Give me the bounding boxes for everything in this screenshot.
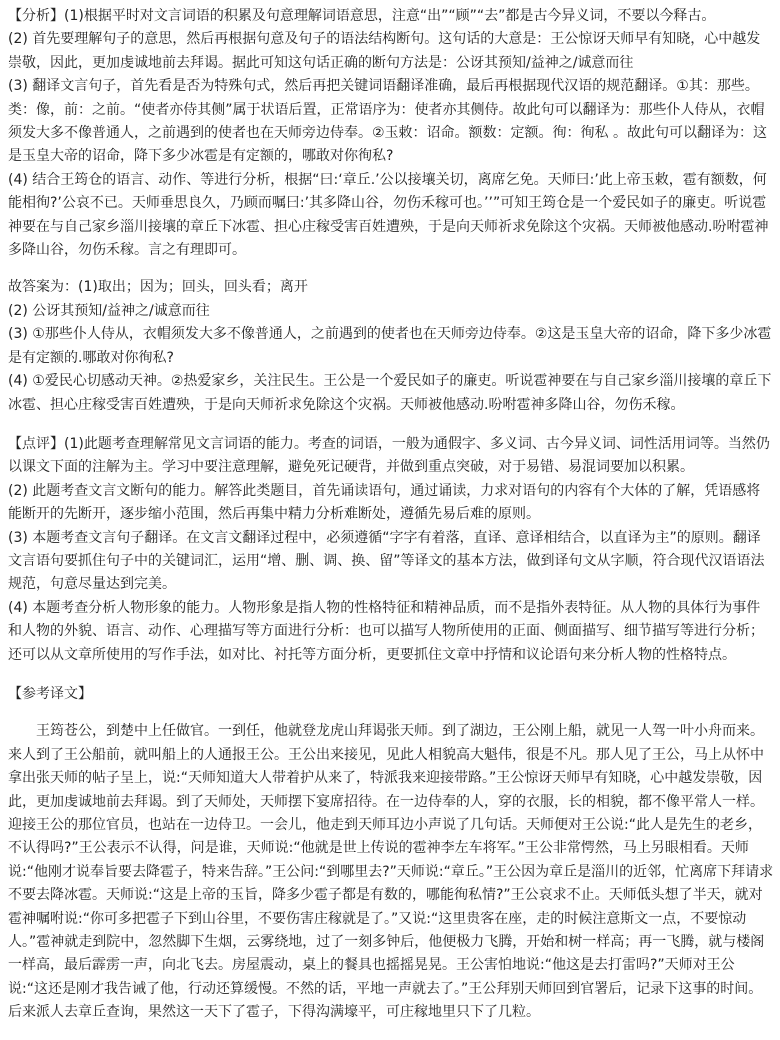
analysis-p4: (4) 结合王筠仓的语言、动作、等进行分析，根据“曰:‘章丘.’公以接壤关切，离席乞免。天师曰:’此上帝玉敕，雹有额数，何能相徇?’公哀不已。天师垂思良久，乃顾而嘱曰:’其多降山谷，勿伤禾稼可也。’’”可知王筠仓是一个爱民如子的廉吏。听说雹神要在与自己家乡淄川接壤的章丘下冰雹、担心庄稼受害百姓遭殃，于是向天师祈求免除这个灾祸。天师被他感动.吩咐雹神多降山谷，勿伤禾稼。言之有理即可。 <box>8 171 769 259</box>
analysis-section <box>8 5 774 262</box>
translation-header: 【参考译文】 <box>8 685 92 702</box>
spacer <box>8 706 774 720</box>
comment-4: (4) 本题考查分析人物形象的能力。人物形象是指人物的性格特征和精神品质，而不是指外表特征。从人物的具体行为事件和人物的外貌、语言、动作、心理描写等方面进行分析：也可以描写人物所使用的正面、侧面描写、细节描写等进行分析；还可以从文章所使用的写作手法，如对比、衬托等方面分析，更要抓住文章中抒情和议论语句来分析人物的性格特点。 <box>8 599 764 663</box>
analysis-p3: (3) 翻译文言句子，首先看是否为特殊句式，然后再把关键词语翻译准确，最后再根据现代汉语的规范翻译。①其：那些。类：像，前：之前。“使者亦侍其侧”属于状语后置，正常语序为：使者亦其侧侍。故此句可以翻译为：那些仆人侍从，衣帽须发大多不像普通人，之前遇到的使者也在天师旁边侍奉。②玉敕：诏命。额数：定额。徇：徇私 。故此句可以翻译为：这是玉皇大帝的诏命，降下多少冰雹是有定额的，哪敢对你徇私? <box>8 78 767 165</box>
answer-1: 故答案为：(1)取出；因为；回头，回头看；离开 <box>8 279 308 296</box>
translation-body: 王筠苍公，到楚中上任做官。一到任，他就登龙虎山拜谒张天师。到了湖边，王公刚上船，就见一人驾一叶小舟而来。来人到了王公船前，就叫船上的人通报王公。王公出来接见，见此人相貌高大魁伟，很是不凡。那人见了王公，马上从怀中拿出张天师的帖子呈上，说:“天师知道大人带着护从来了，特派我来迎接带路。”王公惊讶天师早有知晓，心中越发崇敬，因此，更加虔诚地前去拜谒。到了天师处，天师摆下宴席招待。在一边侍奉的人，穿的衣服，长的相貌，都不像平常人一样。迎接王公的那位官员，也站在一边侍卫。一会儿，他走到天师耳边小声说了几句话。天师便对王公说:“此人是先生的老乡，不认得吗?”王公表示不认得，问是谁，天师说:“他就是世上传说的雹神李左车将军。”王公非常愕然，马上另眼相看。天师说:“他刚才说奉旨要去降雹子，特来告辞。”王公问:“到哪里去?”天师说:“章丘。”王公因为章丘是淄川的近邻，忙离席下拜请求不要去降冰雹。天师说:“这是上帝的玉旨，降多少雹子都是有数的，哪能徇私情?”王公哀求不止。天师低头想了半天，就对雹神嘱咐说:“你可多把雹子下到山谷里，不要伤害庄稼就是了。”又说:“这里贵客在座，走的时候注意斯文一点，不要惊动人。”雹神就走到院中，忽然脚下生烟，云雾绕地，过了一刻多钟后，他便极力飞腾，开始和树一样高；再一飞腾，就与楼阁一样高，最后霹雳一声，向北飞去。房屋震动，桌上的餐具也摇摇晃晃。王公害怕地说:“他这是去打雷吗?”天师对王公说:“这还是刚才我告诫了他，行动还算缓慢。不然的话，平地一声就去了。”王公拜别天师回到官署后，记录下这事的时间。后来派人去章丘查询，果然这一天下了雹子，下得沟满壕平，可庄稼地里只下了几粒。 <box>8 723 774 1021</box>
spacer <box>8 667 774 683</box>
comments-header: 【点评】 <box>8 435 64 452</box>
analysis-p1: 【分析】(1)根据平时对文言词语的积累及句意理解词语意思，注意“出”“顾”“去”都是古今异义词，不要以今释古。 <box>8 8 716 24</box>
spacer <box>8 417 774 433</box>
analysis-header: 【分析】 <box>8 8 64 24</box>
comments-section <box>8 433 774 667</box>
comment-3: (3) 本题考查文言句子翻译。在文言文翻译过程中，必须遵循“字字有着落，直译、意译相结合，以直译为主”的原则。翻译文言语句要抓住句子中的关键词汇，运用“增、删、调、换、留”等译文的基本方法，做到译句文从字顺，符合现代汉语语法规范，句意尽量达到完美。 <box>8 529 765 593</box>
answers-section <box>8 276 774 416</box>
answer-2: (2) 公讶其预知/益神之/诚意而往 <box>8 302 210 319</box>
comment-1: 【点评】(1)此题考查理解常见文言词语的能力。考查的词语，一般为通假字、多义词、古今异义词、词性活用词等。当然仍以课文下面的注解为主。学习中要注意理解，避免死记硬背，并做到重点突破，对于易错、易混词要加以积累。 <box>8 435 770 476</box>
analysis-p2: (2) 首先要理解句子的意思，然后再根据句意及句子的语法结构断句。这句话的大意是：王公惊讶天师早有知晓，心中越发崇敬，因此，更加虔诚地前去拜谒。据此可知这句话正确的断句方法是：公讶其预知/益神之/诚意而往 <box>8 31 761 71</box>
translation-section <box>8 683 774 1025</box>
answer-4: (4) ①爱民心切感动天神。②热爱家乡，关注民生。王公是一个爱民如子的廉吏。听说雹神要在与自己家乡淄川接壤的章丘下冰雹、担心庄稼受害百姓遭殃，于是向天师祈求免除这个灾祸。天师被他感动.吩咐雹神多降山谷，勿伤禾稼。 <box>8 373 772 413</box>
answer-3: (3) ①那些仆人侍从，衣帽须发大多不像普通人，之前遇到的使者也在天师旁边侍奉。②这是玉皇大帝的诏命，降下多少冰雹是有定额的.哪敢对你徇私? <box>8 326 772 366</box>
comment-2: (2) 此题考查文言文断句的能力。解答此类题目，首先诵读语句，通过诵读，力求对语句的内容有个大体的了解，凭语感将能断开的先断开，逐步缩小范围，然后再集中精力分析难断处，遵循先易后难的原则。 <box>8 482 761 523</box>
spacer <box>8 262 774 276</box>
answers-label: 故答案为： <box>8 279 78 296</box>
